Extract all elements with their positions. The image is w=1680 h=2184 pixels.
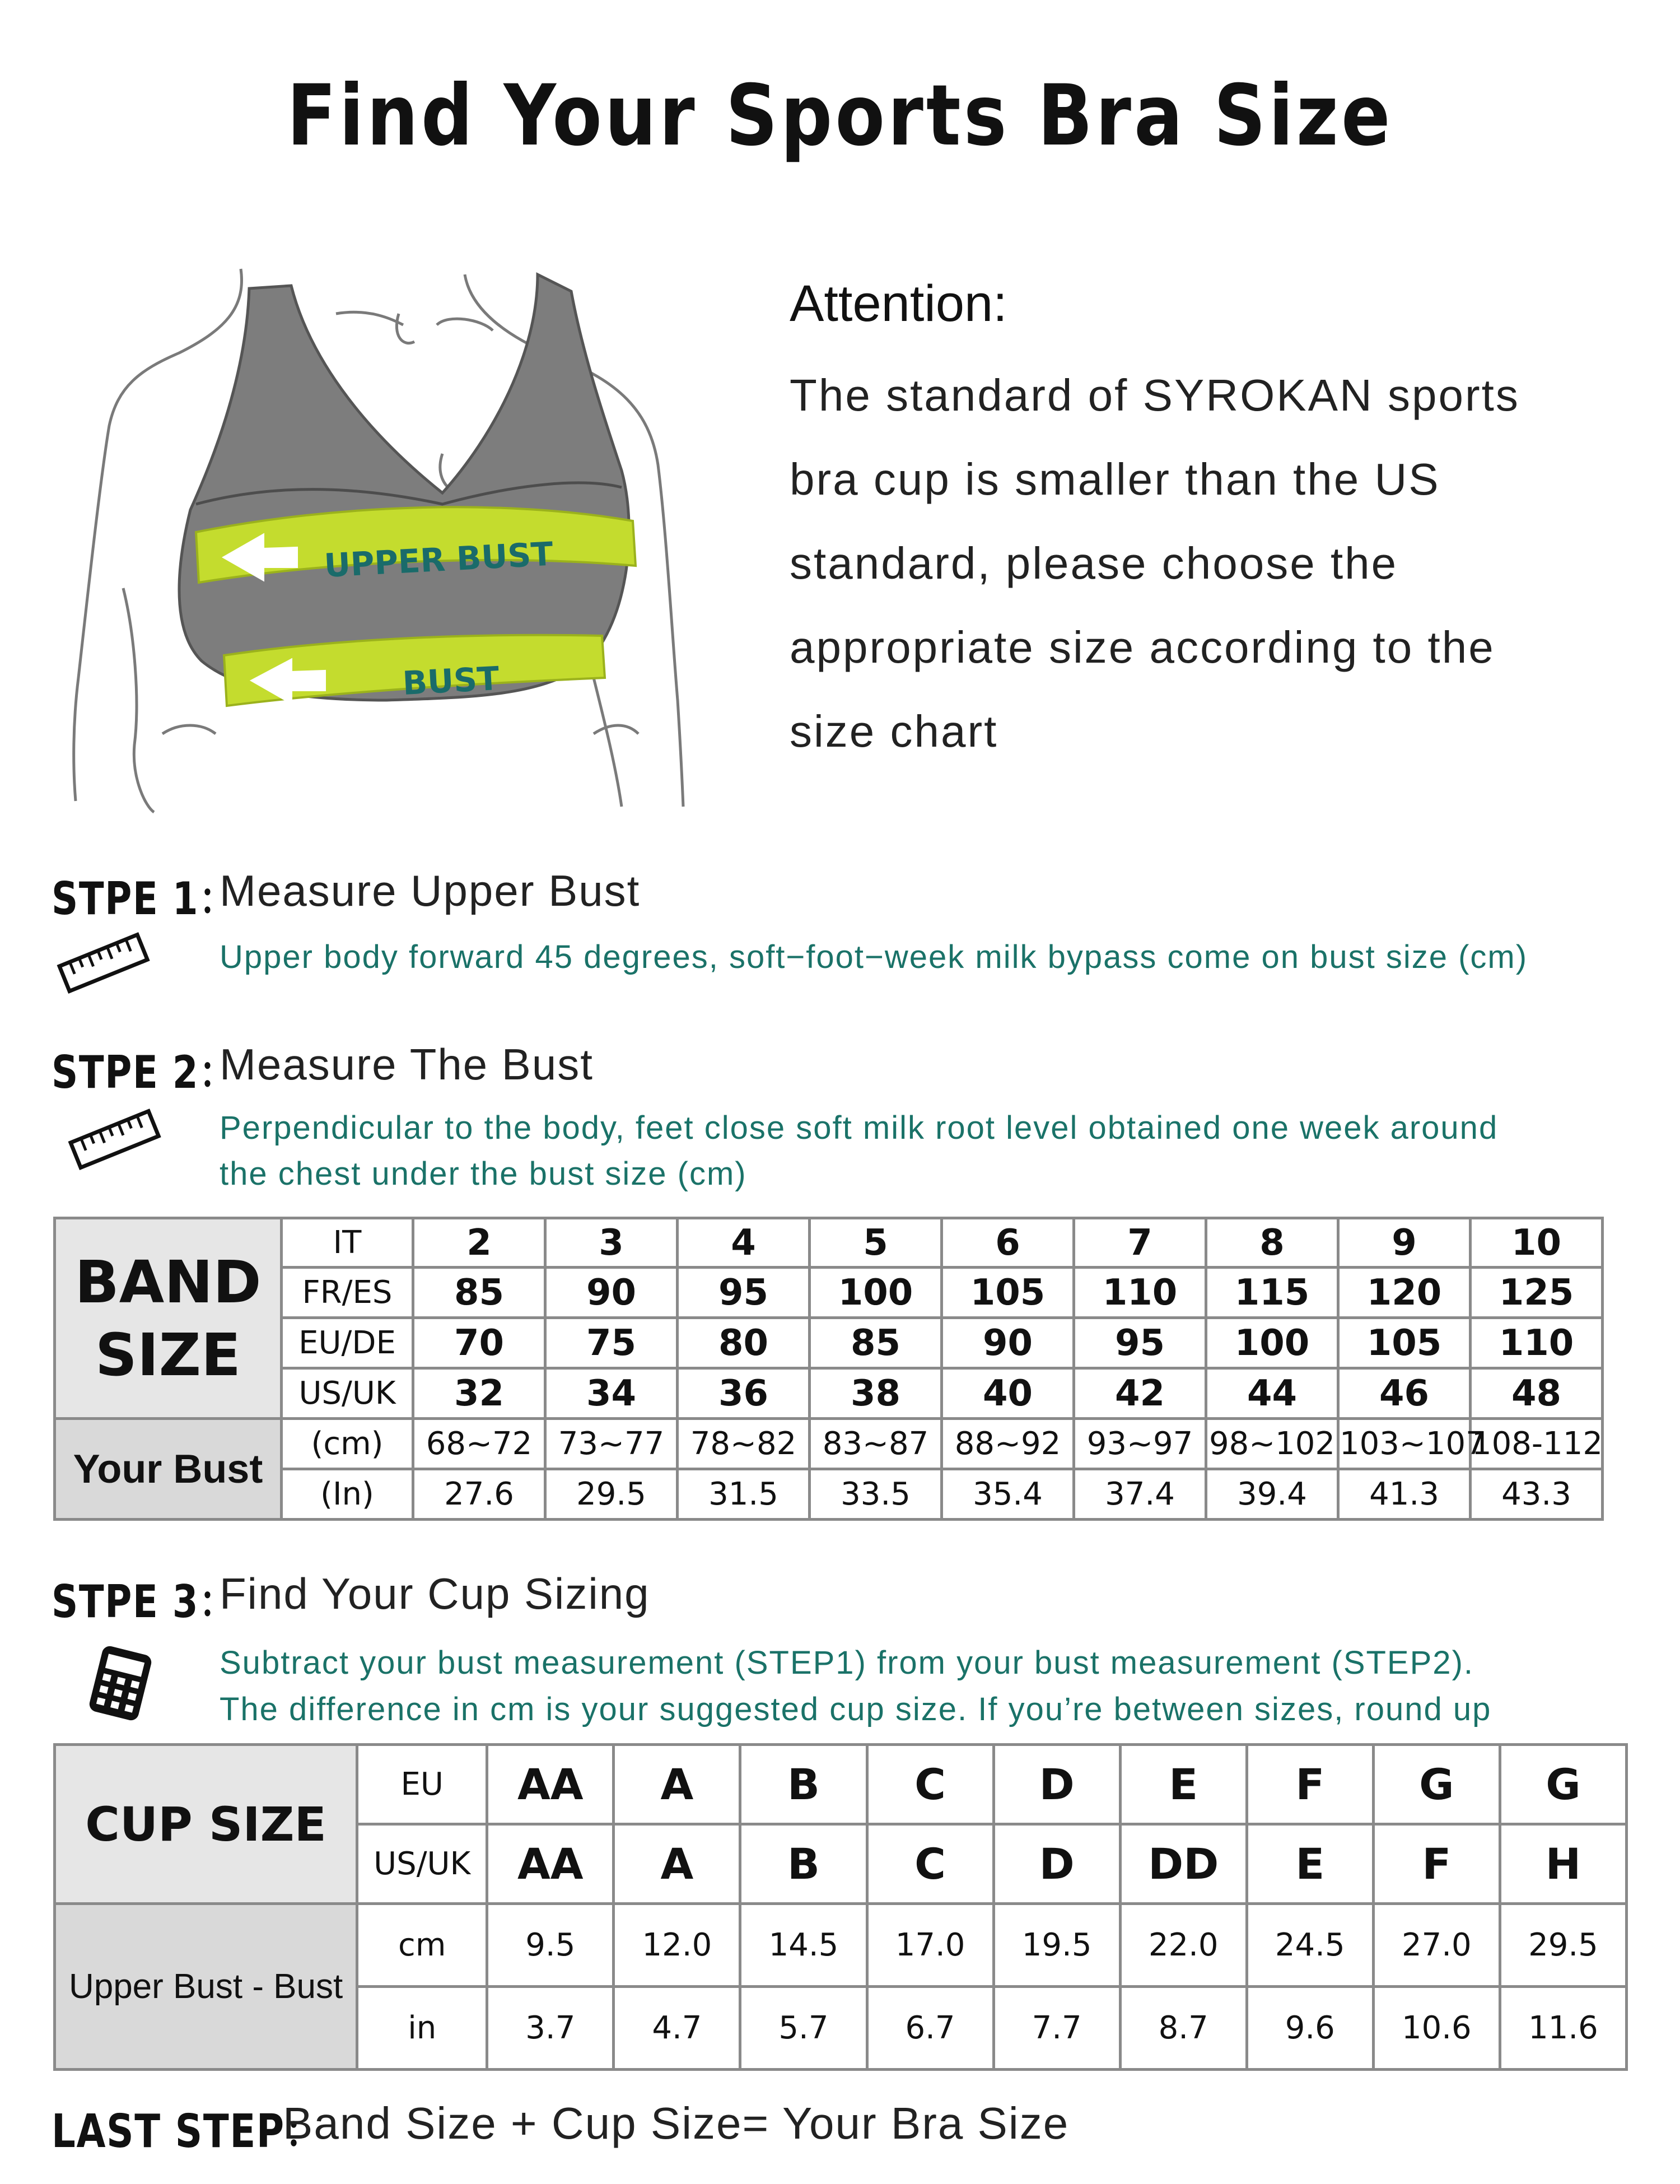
band-size-table	[53, 1217, 1604, 1521]
table-cell: G	[1373, 1745, 1500, 1824]
table-cell: 85	[810, 1318, 942, 1368]
table-cell: 27.6	[413, 1469, 545, 1520]
table-cell: 3.7	[487, 1987, 614, 2070]
row-label-eu-de: EU/DE	[282, 1318, 413, 1368]
table-cell: 44	[1206, 1368, 1338, 1419]
table-cell: C	[867, 1824, 993, 1904]
table-cell: 34	[545, 1368, 678, 1419]
row-label-us-uk: US/UK	[357, 1824, 487, 1904]
table-cell: 32	[413, 1368, 545, 1419]
attention-line-4: appropriate size according to the	[790, 622, 1495, 672]
table-cell: 9.6	[1247, 1987, 1373, 2070]
attention-line-1: The standard of SYROKAN sports	[790, 370, 1520, 420]
table-cell: 7	[1074, 1218, 1206, 1268]
table-cell: 24.5	[1247, 1904, 1373, 1987]
table-cell: 68~72	[413, 1419, 545, 1469]
table-cell: F	[1373, 1824, 1500, 1904]
cup-size-header	[55, 1745, 357, 1904]
table-cell: 100	[1206, 1318, 1338, 1368]
table-cell: 120	[1338, 1268, 1471, 1318]
ruler-icon	[56, 930, 151, 997]
table-cell: 7.7	[993, 1987, 1120, 2070]
band-size-header	[55, 1218, 282, 1419]
attention-line-3: standard, please choose the	[790, 538, 1398, 588]
table-cell: 103~107	[1338, 1419, 1471, 1469]
table-cell: 98~102	[1206, 1419, 1338, 1469]
table-cell: 3	[545, 1218, 678, 1268]
row-label-cm: (cm)	[282, 1419, 413, 1469]
table-cell: 36	[678, 1368, 810, 1419]
table-cell: 10.6	[1373, 1987, 1500, 2070]
step2-label: STPE 2：	[52, 1046, 237, 1098]
ruler-icon	[67, 1106, 162, 1174]
table-cell: AA	[487, 1745, 614, 1824]
table-cell: 105	[1338, 1318, 1471, 1368]
step1-description: Upper body forward 45 degrees, soft−foot−week milk bypass come on bust size (cm)	[220, 939, 1528, 975]
table-cell: 17.0	[867, 1904, 993, 1987]
bra-measurement-illustration	[56, 241, 728, 812]
table-cell: 80	[678, 1318, 810, 1368]
table-cell: 70	[413, 1318, 545, 1368]
table-cell: 93~97	[1074, 1419, 1206, 1469]
row-label-it: IT	[282, 1218, 413, 1268]
table-cell: 48	[1471, 1368, 1603, 1419]
table-cell: 4.7	[614, 1987, 740, 2070]
your-bust-header: Your Bust	[55, 1419, 282, 1520]
table-cell: 12.0	[614, 1904, 740, 1987]
table-cell: 10	[1471, 1218, 1603, 1268]
table-cell: 14.5	[740, 1904, 867, 1987]
step3-label: STPE 3：	[52, 1576, 237, 1628]
band-size-header-line-2: SIZE	[95, 1320, 241, 1389]
table-cell: 41.3	[1338, 1469, 1471, 1520]
band-size-header-line-1: BAND	[74, 1247, 262, 1316]
table-cell: 37.4	[1074, 1469, 1206, 1520]
table-cell: G	[1500, 1745, 1626, 1824]
table-cell: D	[993, 1824, 1120, 1904]
row-label-us-uk: US/UK	[282, 1368, 413, 1419]
table-cell: 19.5	[993, 1904, 1120, 1987]
table-cell: 75	[545, 1318, 678, 1368]
table-cell: 31.5	[678, 1469, 810, 1520]
table-cell: 8	[1206, 1218, 1338, 1268]
step3-description-line-2: The difference in cm is your suggested cup size. If you’re between sizes, round up	[220, 1691, 1492, 1727]
step2-title: Measure The Bust	[220, 1040, 594, 1089]
cup-size-header-text: CUP SIZE	[85, 1796, 326, 1852]
table-cell: 108-112	[1471, 1419, 1603, 1469]
table-cell: F	[1247, 1745, 1373, 1824]
row-label-eu: EU	[357, 1745, 487, 1824]
step2-description-line-1: Perpendicular to the body, feet close soft milk root level obtained one week around	[220, 1110, 1499, 1146]
table-cell: 100	[810, 1268, 942, 1318]
table-cell: 29.5	[545, 1469, 678, 1520]
row-label-in: in	[357, 1987, 487, 2070]
step3-description-line-1: Subtract your bust measurement (STEP1) from your bust measurement (STEP2).	[220, 1645, 1474, 1681]
table-cell: 6.7	[867, 1987, 993, 2070]
calculator-icon	[84, 1644, 157, 1722]
table-cell: 43.3	[1471, 1469, 1603, 1520]
table-cell: B	[740, 1824, 867, 1904]
table-cell: 40	[942, 1368, 1074, 1419]
table-cell: 38	[810, 1368, 942, 1419]
table-cell: D	[993, 1745, 1120, 1824]
table-cell: B	[740, 1745, 867, 1824]
cup-size-table	[53, 1743, 1628, 2071]
table-cell: 83~87	[810, 1419, 942, 1469]
upper-bust-label: UPPER BUST	[323, 534, 554, 585]
table-cell: 2	[413, 1218, 545, 1268]
table-cell: DD	[1120, 1824, 1247, 1904]
table-cell: 110	[1471, 1318, 1603, 1368]
table-cell: 33.5	[810, 1469, 942, 1520]
table-cell: 78~82	[678, 1419, 810, 1469]
table-cell: 27.0	[1373, 1904, 1500, 1987]
row-label-in: (In)	[282, 1469, 413, 1520]
row-label-cm: cm	[357, 1904, 487, 1987]
table-cell: 39.4	[1206, 1469, 1338, 1520]
table-cell: 88~92	[942, 1419, 1074, 1469]
table-cell: H	[1500, 1824, 1626, 1904]
table-cell: 125	[1471, 1268, 1603, 1318]
table-cell: 95	[1074, 1318, 1206, 1368]
step2-description-line-2: the chest under the bust size (cm)	[220, 1156, 747, 1192]
table-cell: C	[867, 1745, 993, 1824]
attention-line-2: bra cup is smaller than the US	[790, 454, 1440, 504]
step3-title: Find Your Cup Sizing	[220, 1569, 650, 1618]
table-cell: E	[1120, 1745, 1247, 1824]
table-cell: 4	[678, 1218, 810, 1268]
table-cell: 85	[413, 1268, 545, 1318]
upper-bust-minus-bust-header: Upper Bust - Bust	[55, 1904, 357, 2070]
attention-heading: Attention:	[790, 275, 1007, 332]
last-step-label: LAST STEP：	[52, 2105, 324, 2158]
table-cell: 11.6	[1500, 1987, 1626, 2070]
step1-title: Measure Upper Bust	[220, 866, 641, 915]
table-cell: 35.4	[942, 1469, 1074, 1520]
table-cell: E	[1247, 1824, 1373, 1904]
table-cell: 73~77	[545, 1419, 678, 1469]
step1-label: STPE 1：	[52, 873, 237, 925]
table-cell: 5	[810, 1218, 942, 1268]
table-cell: 8.7	[1120, 1987, 1247, 2070]
table-cell: 105	[942, 1268, 1074, 1318]
table-cell: A	[614, 1824, 740, 1904]
table-cell: A	[614, 1745, 740, 1824]
last-step-text: Band Size + Cup Size= Your Bra Size	[283, 2098, 1070, 2148]
table-cell: 9	[1338, 1218, 1471, 1268]
table-cell: 22.0	[1120, 1904, 1247, 1987]
table-cell: AA	[487, 1824, 614, 1904]
table-cell: 110	[1074, 1268, 1206, 1318]
table-cell: 9.5	[487, 1904, 614, 1987]
row-label-fr-es: FR/ES	[282, 1268, 413, 1318]
table-cell: 46	[1338, 1368, 1471, 1419]
table-cell: 90	[545, 1268, 678, 1318]
attention-line-5: size chart	[790, 706, 998, 756]
table-cell: 115	[1206, 1268, 1338, 1318]
table-cell: 29.5	[1500, 1904, 1626, 1987]
table-cell: 42	[1074, 1368, 1206, 1419]
table-cell: 5.7	[740, 1987, 867, 2070]
bust-label: BUST	[402, 659, 501, 702]
page-title: Find Your Sports Bra Size	[287, 67, 1393, 165]
table-cell: 6	[942, 1218, 1074, 1268]
table-cell: 95	[678, 1268, 810, 1318]
table-cell: 90	[942, 1318, 1074, 1368]
